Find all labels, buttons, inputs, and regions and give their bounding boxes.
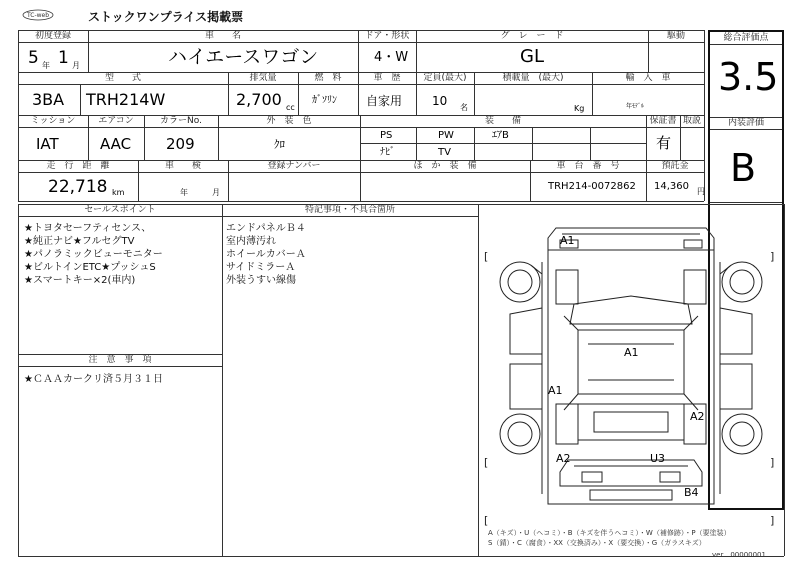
mission-header: ミッション xyxy=(30,116,76,126)
year-unit: 年 xyxy=(42,61,50,70)
caution-header: 注 意 事 項 xyxy=(88,355,152,365)
fuel: ｶﾞｿﾘﾝ xyxy=(312,95,337,106)
model-prefix: 3BA xyxy=(32,90,65,109)
equipment-pw: PW xyxy=(438,130,454,141)
color-no-header: カラーNo. xyxy=(160,116,202,126)
month-unit: 月 xyxy=(72,61,80,70)
capacity-header: 定員(最大) xyxy=(423,73,467,83)
equipment-ps: PS xyxy=(380,130,393,141)
registration-month: 1 xyxy=(58,48,69,68)
list-item: サイドミラーＡ xyxy=(226,262,296,273)
displacement-header: 排気量 xyxy=(249,73,277,83)
chassis-header: 車 台 番 号 xyxy=(556,161,620,171)
warranty: 有 xyxy=(656,134,672,152)
list-item: ★スマートキー×2(車内) xyxy=(24,275,136,286)
list-item: 外装うすい線傷 xyxy=(226,275,296,286)
tc-web-logo xyxy=(22,9,84,21)
document-title: ストックワンプライス掲載票 xyxy=(88,10,244,24)
damage-mark-right-side: A2 xyxy=(690,410,705,423)
damage-mark-front-bumper: A1 xyxy=(560,234,575,247)
list-item: ホイールカバーＡ xyxy=(226,249,306,260)
version-label: ver 00000001 xyxy=(712,551,766,559)
damage-mark-left-side: A1 xyxy=(548,384,563,397)
grade-header: グ レ ー ド xyxy=(500,31,564,41)
sales-points-list xyxy=(24,222,163,287)
car-name: ハイエースワゴン xyxy=(168,46,319,68)
mileage-header: 走 行 距 離 xyxy=(46,161,110,171)
capacity: 10 xyxy=(432,94,448,108)
equipment-navi: ﾅﾋﾞ xyxy=(380,147,395,158)
list-item: ★トヨタセーフティセンス、 xyxy=(24,223,152,234)
list-item: ★純正ナビ★フルセグTV xyxy=(24,236,135,247)
damage-mark-roof: A1 xyxy=(624,346,639,359)
list-item: 室内薄汚れ xyxy=(226,236,276,247)
bracket-left-1: [ xyxy=(484,250,489,263)
equipment-airbag: ｴｱB xyxy=(492,130,509,141)
mileage-unit: km xyxy=(112,188,125,197)
list-item: エンドパネルＢ４ xyxy=(226,223,306,234)
other-equipment-header: ほ か 装 備 xyxy=(413,161,477,171)
drive-header: 駆動 xyxy=(666,31,685,41)
deposit-amount: 14,360 xyxy=(654,181,689,192)
grade: GL xyxy=(520,46,544,67)
model-header: 型 式 xyxy=(104,73,141,83)
damage-mark-left-rear: A2 xyxy=(556,452,571,465)
exterior-color: ｸﾛ xyxy=(274,138,285,151)
list-item: ★ビルトインETC★プッシュS xyxy=(24,262,156,273)
special-notes-list xyxy=(226,222,306,287)
bracket-right-3: ] xyxy=(770,514,775,527)
capacity-unit: 名 xyxy=(460,103,468,112)
mission: IAT xyxy=(36,135,59,153)
bracket-right-1: ] xyxy=(770,250,775,263)
load-header: 積載量 (最大) xyxy=(502,73,564,83)
aircon: AAC xyxy=(100,135,132,153)
damage-mark-end-panel: B4 xyxy=(684,486,699,499)
door-shape: 4・W xyxy=(374,50,409,65)
door-shape-header: ドア・形状 xyxy=(364,31,410,41)
bracket-right-2: ] xyxy=(770,456,775,469)
chassis-number: TRH214-0072862 xyxy=(548,181,636,192)
registration-year: 5 xyxy=(28,48,39,68)
first-registration-header: 初度登録 xyxy=(34,31,71,41)
list-item: ★ＣＡＡカークリ済５月３１日 xyxy=(24,374,163,385)
inspection-year-unit: 年 xyxy=(180,188,188,197)
history-header: 車 歴 xyxy=(373,73,401,83)
damage-legend xyxy=(488,528,788,548)
sales-points-header: セールスポイント xyxy=(84,205,156,215)
overall-score: 3.5 xyxy=(718,55,779,99)
deposit-header: 預託金 xyxy=(661,161,689,171)
interior-score: B xyxy=(730,146,757,190)
color-no: 209 xyxy=(166,135,195,153)
equipment-header: 装 備 xyxy=(484,116,521,126)
inspection-month-unit: 月 xyxy=(212,188,220,197)
equipment-tv: TV xyxy=(438,147,451,158)
vehicle-history: 自家用 xyxy=(366,94,403,108)
plate-header: 登録ナンバー xyxy=(267,161,321,171)
special-notes-header: 特記事項・不具合箇所 xyxy=(304,205,395,215)
mileage: 22,718 xyxy=(48,177,108,197)
svg-text:TC-web: TC-web xyxy=(26,12,50,19)
legend-line-1: A（キズ）・U（ヘコミ）・B（キズを伴うヘコミ）・W（補修跡）・P（要塗装） xyxy=(488,529,731,537)
inspection-header: 車 検 xyxy=(164,161,201,171)
displacement: 2,700 xyxy=(236,90,282,109)
legend-line-2: S（錆）・C（腐食）・XX（交換済み）・X（要交換）・G（ガラスキズ） xyxy=(488,539,706,547)
deposit-unit: 円 xyxy=(697,187,705,196)
bracket-left-2: [ xyxy=(484,456,489,469)
displacement-unit: cc xyxy=(286,103,295,112)
interior-score-header: 内装評価 xyxy=(727,118,764,128)
fuel-header: 燃 料 xyxy=(314,73,342,83)
manual-header: 取説 xyxy=(682,116,701,126)
warranty-header: 保証書 xyxy=(649,116,677,126)
damage-mark-rear: U3 xyxy=(650,452,666,465)
caution-list xyxy=(24,373,163,386)
import-header: 輸 入 車 xyxy=(625,73,671,83)
bracket-left-3: [ xyxy=(484,514,489,527)
list-item: ★パノラミックビューモニター xyxy=(24,249,163,260)
aircon-header: エアコン xyxy=(98,116,134,126)
exterior-color-header: 外 装 色 xyxy=(266,116,312,126)
overall-score-header: 総合評価点 xyxy=(723,33,769,43)
model-code: TRH214W xyxy=(86,90,166,109)
car-damage-diagram xyxy=(478,204,784,556)
car-name-header: 車 名 xyxy=(204,31,241,41)
import-model-year: 年ﾓﾃﾞﾙ xyxy=(626,103,645,110)
load-unit: Kg xyxy=(574,104,585,113)
